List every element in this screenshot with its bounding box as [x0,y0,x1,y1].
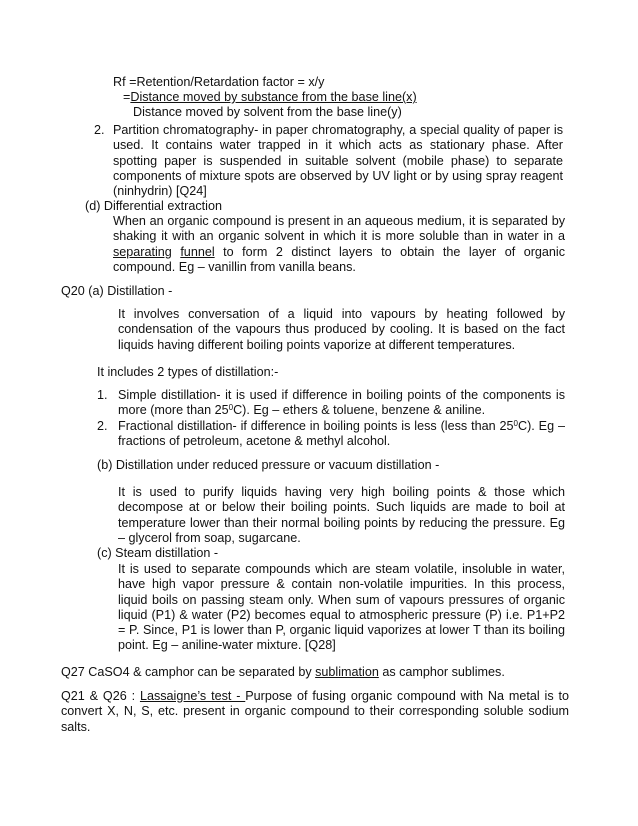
q27-line [61,665,505,680]
differential-text-before: When an organic compound is present in an aqueous medium, it is separated by shaking it with an organic solvent in which it is more soluble than in water in a [113,214,565,244]
partition-chromatography-paragraph: Partition chromatography- in paper chromatography, a special quality of paper is used. It contains water trapped in it which acts as stationary phase. After spotting paper is suspended in suitable solvent (mobile phase) to separate components of mixture spots are observed by UV light or by using spray reagent (ninhydrin) [Q24] [113,123,563,199]
q21-prefix: Q21 & Q26 : [61,689,140,703]
list-number: 2. [94,123,105,137]
differential-extraction-paragraph [113,214,565,275]
reduced-pressure-paragraph: It is used to purify liquids having very high boiling points & those which decompose at or below their boiling points. Such liquids are made to boil at temperature lower than their normal boiling points by reducing the pressure. Eg – glycerol from soap, sugarcane. [118,485,565,545]
fractional-distillation-item [118,419,565,450]
simple-distillation-text: Simple distillation- it is used if difference in boiling points of the components is more (more than 25 [118,388,565,418]
steam-distillation-heading: (c) Steam distillation - [97,546,219,560]
distillation-intro-paragraph: It involves conversation of a liquid into vapours by heating followed by condensation of the vapours thus produced by cooling. It is based on the fact liquids having different boiling points vaporize at different temperatures. [118,307,565,352]
rf-numerator [123,90,417,105]
fractional-distillation-text-end: C). Eg – fractions of petroleum, acetone & methyl alcohol. [118,419,565,449]
q27-text-end: as camphor sublimes. [378,665,505,679]
fractional-distillation-text: Fractional distillation- if difference in boiling points is less (less than 25 [118,419,514,433]
q27-text: Q27 CaSO4 & camphor can be separated by [61,665,316,679]
list-number: 1. [97,388,108,402]
simple-distillation-text-end: C). Eg – ethers & toluene, benzene & aniline. [233,403,486,418]
rf-equals: = [123,90,131,104]
differential-text-after: to form 2 distinct layers to obtain the layer of organic compound. Eg – vanillin from vanilla beans. [113,244,565,274]
q20-heading: Q20 (a) Distillation - [61,284,173,298]
steam-distillation-paragraph: It is used to separate compounds which are steam volatile, insoluble in water, have high vapor pressure & contain non-volatile impurities. In this process, liquid boils on passing steam only. When sum of vapours pressures of organic liquid (P1) & water (P2) becomes equal to atmospheric pressure (P) i.e. P1+P2 = P. Since, P1 is lower than P, organic liquid vaporizes at lower T than its boiling point. Eg – aniline-water mixture. [Q28] [118,562,565,653]
degree-superscript: 0 [513,419,518,428]
separating-funnel-link-part2[interactable]: funnel [180,244,215,259]
rf-definition: Rf =Retention/Retardation factor = x/y [113,75,325,89]
sublimation-link[interactable]: sublimation [315,665,379,679]
degree-superscript: 0 [228,403,234,413]
separating-funnel-link-part1[interactable]: separating [113,244,172,259]
reduced-pressure-heading: (b) Distillation under reduced pressure or vacuum distillation - [97,458,440,472]
differential-extraction-heading: (d) Differential extraction [85,199,222,213]
distillation-types-intro: It includes 2 types of distillation:- [97,365,279,379]
lassaigne-test-link[interactable]: Lassaigne’s test - [139,689,246,703]
q21-text: Purpose of fusing organic compound with Na metal is to convert X, N, S, etc. present in organic compound to their corresponding soluble sodium salts. [61,689,569,734]
list-number: 2. [97,419,108,433]
rf-denominator: Distance moved by solvent from the base line(y) [133,105,402,119]
q21-q26-paragraph [61,689,569,735]
rf-numerator-text: Distance moved by substance from the base line(x) [130,90,417,104]
simple-distillation-item [118,388,565,419]
